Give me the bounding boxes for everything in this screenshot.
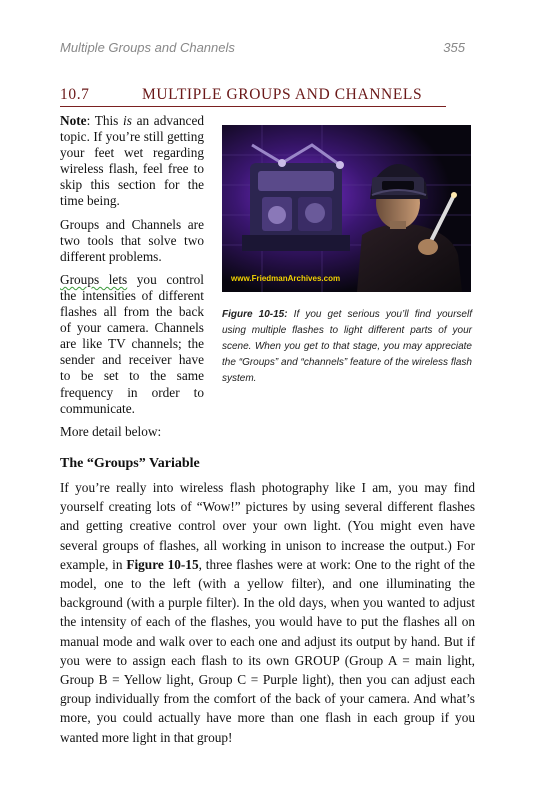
- section-number: 10.7: [60, 86, 90, 103]
- figure-caption: [222, 307, 472, 387]
- note-text-1: : This: [86, 113, 124, 128]
- left-column: [60, 113, 204, 447]
- section-heading: [60, 86, 446, 107]
- body-paragraph: [60, 478, 475, 747]
- note-emphasis: is: [123, 113, 132, 128]
- groups-definition-paragraph: [60, 272, 204, 417]
- figure-caption-text: If you get serious you’ll find yourself using multiple flashes to light different parts of your scene. When you get to that stage, you may appreciate the “Groups” and “channels” feature of the wireless flash system.: [222, 309, 472, 384]
- groups-definition-text: you control the intensities of different flashes all from the back of your camera. Channels are like TV channels; the sender and receiver have to be set to the same frequency in order to communicate.: [60, 271, 204, 416]
- photo-watermark: www.FriedmanArchives.com: [231, 274, 341, 283]
- note-text-2: an advanced topic. If you’re still getting your feet wet regarding wireless flash, feel free to skip this section for the time being.: [60, 113, 204, 209]
- body-text-2: , three flashes were at work: One to the right of the model, one to the left (with a yellow filter), and one illuminating the background (with a purple filter). In the old days, when you wanted to adjust the intensity of each of the flashes, you would have to put the flashes all on manual mode and walk over to each one and adjust its output by hand. But if you were to assign each flash to its own GROUP (Group A = main light, Group B = Yellow light, Group C = Purple light), then you can adjust each group individually from the comfort of the back of your camera. And what’s more, you could actually have more than one flash in each group if you wanted more light in that group!: [60, 556, 476, 745]
- subheading: The “Groups” Variable: [60, 456, 200, 471]
- figure-photo-welder: [222, 125, 471, 292]
- note-label: Note: [60, 113, 87, 128]
- body-text-1: If you’re really into wireless flash photography like I am, you may find yourself creating lots of “Wow!” pictures by using several different flashes and getting creative control over your own light. (You might even have several groups of flashes, all working in unison to increase the output.) For example, in: [60, 480, 475, 572]
- page-number: 355: [443, 40, 465, 55]
- running-header: [60, 40, 465, 55]
- figure-caption-label: Figure 10-15:: [222, 309, 288, 320]
- spellcheck-underlined-text: Groups lets: [60, 271, 128, 287]
- body-text: [60, 478, 475, 747]
- groups-channels-paragraph: Groups and Channels are two tools that solve two different problems.: [60, 216, 204, 264]
- note-paragraph: [60, 113, 204, 210]
- figure-reference: Figure 10-15: [126, 556, 199, 572]
- more-detail-paragraph: More detail below:: [60, 423, 162, 439]
- running-header-title: Multiple Groups and Channels: [60, 40, 235, 55]
- section-title: MULTIPLE GROUPS AND CHANNELS: [142, 86, 423, 103]
